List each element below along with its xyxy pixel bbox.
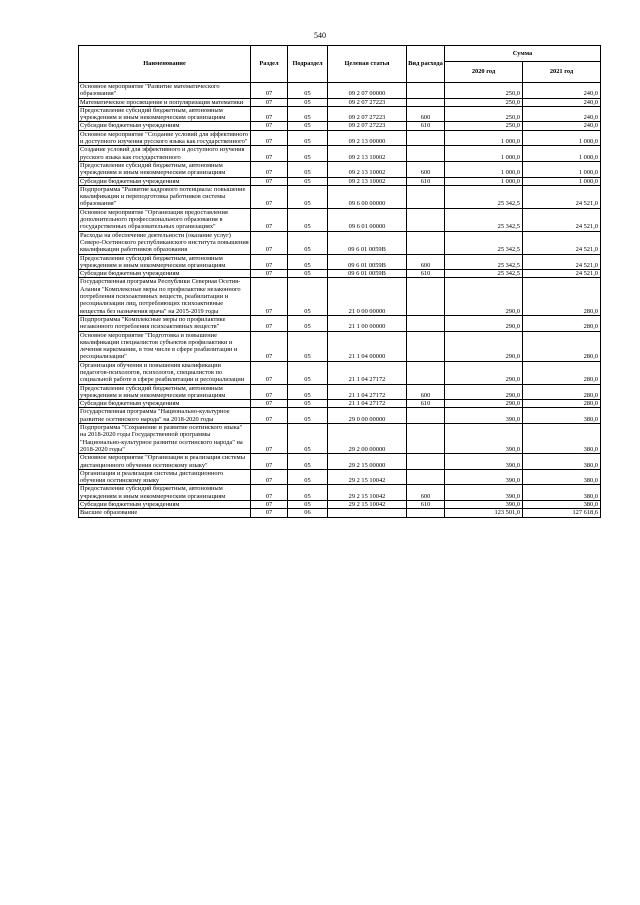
cell-celevaya: 29 2 15 10042 [328,501,407,509]
table-row [79,122,601,130]
cell-razdel: 07 [251,98,288,106]
cell-celevaya: 21 0 00 00000 [328,278,407,315]
cell-razdel: 07 [251,208,288,231]
cell-celevaya: 21 1 00 00000 [328,315,407,331]
cell-podrazdel: 05 [288,361,328,384]
cell-podrazdel: 05 [288,254,328,270]
table-row [79,400,601,408]
cell-podrazdel: 05 [288,270,328,278]
cell-2020: 1 000,0 [445,146,523,162]
cell-name: Предоставление субсидий бюджетным, автономным учреждениям и иным некоммерческим организациям [79,485,251,501]
header-year-2020: 2020 год [445,62,523,83]
cell-vid [407,130,445,146]
table-row [79,270,601,278]
cell-vid [407,315,445,331]
cell-vid: 610 [407,400,445,408]
cell-name: Субсидии бюджетным учреждениям [79,270,251,278]
cell-celevaya: 09 6 01 0059В [328,254,407,270]
cell-celevaya: 21 1 04 27172 [328,361,407,384]
cell-razdel: 07 [251,278,288,315]
cell-name: Субсидии бюджетным учреждениям [79,177,251,185]
cell-2020: 390,0 [445,424,523,454]
cell-2020: 25 342,5 [445,254,523,270]
cell-podrazdel: 05 [288,208,328,231]
cell-celevaya: 09 2 13 10002 [328,146,407,162]
cell-razdel: 07 [251,384,288,400]
cell-2020: 250,0 [445,83,523,99]
cell-2021: 380,0 [523,408,601,424]
table-row [79,146,601,162]
table-row [79,501,601,509]
cell-2021: 380,0 [523,424,601,454]
cell-podrazdel: 05 [288,315,328,331]
cell-razdel: 07 [251,161,288,177]
cell-name: Основное мероприятие "Организация предоставления дополнительного профессионального образования в государственных образовательных организациях" [79,208,251,231]
table-row [79,98,601,106]
cell-name: Субсидии бюджетным учреждениям [79,122,251,130]
cell-2021: 380,0 [523,454,601,470]
cell-vid [407,424,445,454]
cell-2021: 1 000,0 [523,177,601,185]
cell-celevaya: 09 6 00 00000 [328,185,407,208]
cell-name: Организация и реализация системы дистанционного обучения осетинскому языку [79,469,251,485]
cell-2021: 280,0 [523,331,601,361]
cell-vid: 600 [407,384,445,400]
cell-razdel: 07 [251,315,288,331]
cell-razdel: 07 [251,408,288,424]
cell-celevaya: 29 2 15 10042 [328,485,407,501]
cell-vid [407,361,445,384]
cell-2021: 1 000,0 [523,130,601,146]
cell-razdel: 07 [251,509,288,517]
cell-2020: 250,0 [445,106,523,122]
table-row [79,331,601,361]
cell-2020: 1 000,0 [445,177,523,185]
budget-table [78,45,601,518]
cell-vid [407,509,445,517]
cell-2021: 380,0 [523,469,601,485]
cell-2020: 25 342,5 [445,208,523,231]
cell-2020: 390,0 [445,501,523,509]
cell-vid: 610 [407,177,445,185]
cell-podrazdel: 05 [288,469,328,485]
cell-vid: 600 [407,254,445,270]
cell-vid [407,231,445,254]
cell-celevaya: 29 2 15 10042 [328,469,407,485]
cell-2021: 280,0 [523,400,601,408]
cell-name: Организация обучения и повышения квалификации педагогов-психологов, психологов, специалистов по социальной работе в сфере реабилитации и ресоциализации [79,361,251,384]
cell-name: Расходы на обеспечение деятельности (оказание услуг) Северо-Осетинского республиканского института повышения квалификации работников образования [80,231,249,254]
cell-razdel: 07 [251,122,288,130]
cell-vid [407,331,445,361]
cell-podrazdel: 05 [288,83,328,99]
cell-vid: 610 [407,501,445,509]
cell-razdel: 07 [251,469,288,485]
cell-podrazdel: 05 [288,106,328,122]
cell-vid: 600 [407,106,445,122]
table-row [79,83,601,99]
cell-podrazdel: 05 [288,485,328,501]
cell-2021: 380,0 [523,501,601,509]
cell-name: Подпрограмма "Сохранение и развитие осетинского языка" на 2018-2020 годы Государственной программы "Национально-культурное развитие осетинского народа" на 2018-2020 годы" [79,424,251,454]
table-row [79,485,601,501]
cell-2020: 290,0 [445,361,523,384]
cell-podrazdel: 05 [288,424,328,454]
cell-2021: 1 000,0 [523,161,601,177]
table-row [79,509,601,517]
cell-vid [407,408,445,424]
header-summa: Сумма [445,46,601,62]
cell-name: Государственная программа Республики Северная Осетия-Алания "Комплексные меры по профилактике незаконного потребления психоактивных веществ, реабилитации и ресоциализации лиц, потребляющих психоактивные вещества без назначения врача" на 2015-2019 годы [79,278,251,315]
table-row [79,315,601,331]
cell-celevaya: 09 2 07 27223 [328,98,407,106]
cell-podrazdel: 05 [288,130,328,146]
cell-vid [407,83,445,99]
cell-2020: 390,0 [445,454,523,470]
cell-2021: 380,0 [523,485,601,501]
cell-celevaya [328,509,407,517]
table-row [79,130,601,146]
cell-celevaya: 09 2 13 10002 [328,161,407,177]
cell-2020: 390,0 [445,469,523,485]
table-row [79,454,601,470]
cell-2020: 290,0 [445,278,523,315]
cell-vid [407,454,445,470]
cell-razdel: 07 [251,146,288,162]
cell-celevaya: 09 2 13 00000 [328,130,407,146]
cell-podrazdel: 06 [288,509,328,517]
cell-name: Государственная программа "Национально-культурное развитие осетинского народа" на 2018-2020 годы [79,408,251,424]
cell-2021: 1 000,0 [523,146,601,162]
cell-podrazdel: 05 [288,384,328,400]
cell-podrazdel: 05 [288,98,328,106]
cell-razdel: 07 [251,331,288,361]
cell-razdel: 07 [251,424,288,454]
table-row [79,177,601,185]
cell-name: Предоставление субсидий бюджетным, автономным учреждениям и иным некоммерческим организациям [79,161,251,177]
cell-vid [407,185,445,208]
cell-celevaya: 09 2 13 10002 [328,177,407,185]
cell-2021: 280,0 [523,384,601,400]
cell-podrazdel: 05 [288,161,328,177]
cell-2020: 250,0 [445,122,523,130]
cell-name: Высшее образование [79,509,251,517]
cell-celevaya: 29 2 15 00000 [328,454,407,470]
cell-razdel: 07 [251,454,288,470]
cell-razdel: 07 [251,501,288,509]
cell-vid: 610 [407,122,445,130]
cell-vid [407,98,445,106]
cell-name: Основное мероприятие "Создание условий для эффективного и доступного изучения русского языка как государственного" [79,130,251,146]
cell-celevaya: 21 1 04 00000 [328,331,407,361]
cell-celevaya: 21 1 04 27172 [328,384,407,400]
cell-razdel: 07 [251,106,288,122]
cell-podrazdel: 05 [288,501,328,509]
cell-celevaya: 09 6 01 00000 [328,208,407,231]
cell-2021: 127 618,6 [523,509,601,517]
cell-celevaya: 21 1 04 27172 [328,400,407,408]
cell-2020: 390,0 [445,485,523,501]
cell-podrazdel: 05 [288,400,328,408]
table-row [79,254,601,270]
table-row [79,106,601,122]
cell-podrazdel: 05 [288,331,328,361]
cell-vid [407,146,445,162]
cell-razdel: 07 [251,485,288,501]
cell-podrazdel: 05 [288,122,328,130]
table-row [79,208,601,231]
cell-2021: 24 521,0 [523,254,601,270]
cell-2021: 240,0 [523,122,601,130]
cell-celevaya: 09 2 07 27223 [328,106,407,122]
cell-2020: 390,0 [445,408,523,424]
cell-podrazdel: 05 [288,454,328,470]
cell-razdel: 07 [251,83,288,99]
table-row [79,231,601,254]
cell-2021: 24 521,0 [523,185,601,208]
cell-2020: 25 342,5 [445,185,523,208]
cell-2021: 240,0 [523,98,601,106]
cell-2020: 25 342,5 [445,231,523,254]
table-row [79,361,601,384]
cell-vid: 610 [407,270,445,278]
cell-razdel: 07 [251,185,288,208]
header-celevaya: Целевая статья [328,46,407,83]
cell-2021: 280,0 [523,361,601,384]
cell-vid: 600 [407,485,445,501]
header-vid: Вид расхода [407,46,445,83]
cell-2021: 24 521,0 [523,231,601,254]
cell-2020: 1 000,0 [445,161,523,177]
cell-name: Основное мероприятие "Развитие математического образования" [79,83,251,99]
cell-name: Предоставление субсидий бюджетным, автономным учреждениям и иным некоммерческим организациям [79,254,251,270]
cell-2021: 240,0 [523,83,601,99]
cell-razdel: 07 [251,130,288,146]
cell-razdel: 07 [251,231,288,254]
cell-podrazdel: 05 [288,177,328,185]
cell-2020: 290,0 [445,400,523,408]
cell-podrazdel: 05 [288,146,328,162]
cell-podrazdel: 05 [288,278,328,315]
cell-celevaya: 09 2 07 00000 [328,83,407,99]
cell-2020: 250,0 [445,98,523,106]
cell-2021: 280,0 [523,278,601,315]
cell-celevaya: 09 2 07 27223 [328,122,407,130]
cell-name: Основное мероприятие "Организация и реализация системы дистанционного обучения осетинскому языку" [79,454,251,470]
cell-2020: 25 342,5 [445,270,523,278]
cell-name: Создание условий для эффективного и доступного изучения русского языка как государственного [79,146,251,162]
cell-podrazdel: 05 [288,231,328,254]
cell-celevaya: 09 6 01 0059В [328,231,407,254]
cell-celevaya: 09 6 01 0059В [328,270,407,278]
header-podrazdel: Подраздел [288,46,328,83]
cell-vid [407,208,445,231]
table-row [79,161,601,177]
cell-name: Основное мероприятие "Подготовка и повышение квалификации специалистов субъектов профилактики и лечения наркомании, в том числе в сфере реабилитации и ресоциализации" [79,331,251,361]
cell-name: Субсидии бюджетным учреждениям [79,400,251,408]
page-number: 540 [314,31,326,40]
cell-name: Субсидии бюджетным учреждениям [79,501,251,509]
cell-name: Подпрограмма "Развитие кадрового потенциала: повышение квалификации и переподготовка работников системы образования" [79,185,251,208]
cell-2021: 240,0 [523,106,601,122]
table-body [79,83,601,518]
cell-2021: 24 521,0 [523,270,601,278]
table-row [79,424,601,454]
cell-2020: 290,0 [445,331,523,361]
cell-podrazdel: 05 [288,408,328,424]
cell-2020: 123 501,0 [445,509,523,517]
cell-vid [407,469,445,485]
header-name: Наименование [79,46,251,83]
cell-2020: 290,0 [445,384,523,400]
cell-celevaya: 29 0 00 00000 [328,408,407,424]
cell-vid [407,278,445,315]
cell-2021: 280,0 [523,315,601,331]
cell-celevaya: 29 2 00 00000 [328,424,407,454]
cell-2020: 290,0 [445,315,523,331]
table-row [79,384,601,400]
cell-name: Подпрограмма "Комплексные меры по профилактике незаконного потребления психоактивных веществ" [79,315,251,331]
cell-name: Предоставление субсидий бюджетным, автономным учреждениям и иным некоммерческим организациям [79,106,251,122]
cell-vid: 600 [407,161,445,177]
cell-2020: 1 000,0 [445,130,523,146]
cell-razdel: 07 [251,361,288,384]
header-year-2021: 2021 год [523,62,601,83]
cell-razdel: 07 [251,400,288,408]
table-row [79,278,601,315]
table-row [79,185,601,208]
cell-razdel: 07 [251,254,288,270]
cell-razdel: 07 [251,270,288,278]
cell-podrazdel: 05 [288,185,328,208]
table-row [79,408,601,424]
cell-name: Предоставление субсидий бюджетным, автономным учреждениям и иным некоммерческим организациям [79,384,251,400]
cell-razdel: 07 [251,177,288,185]
cell-name: Математическое просвещение и популяризация математики [79,98,251,106]
cell-2021: 24 521,0 [523,208,601,231]
header-razdel: Раздел [251,46,288,83]
table-row [79,469,601,485]
